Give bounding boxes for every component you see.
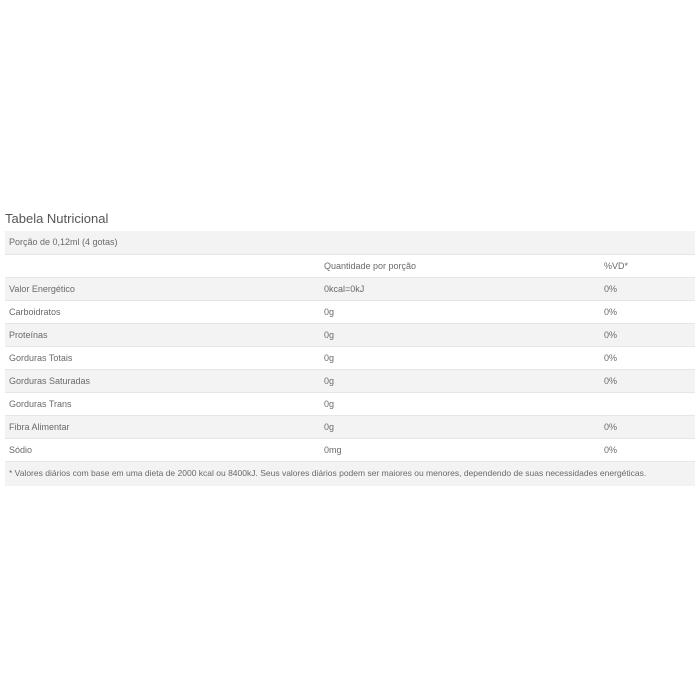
nutrient-name: Gorduras Saturadas xyxy=(9,376,91,386)
nutrient-name: Proteínas xyxy=(9,330,48,340)
portion-row xyxy=(5,231,695,254)
table-row xyxy=(5,346,695,369)
header-quantity: Quantidade por porção xyxy=(324,261,417,271)
nutrient-name: Fibra Alimentar xyxy=(9,422,70,432)
nutrient-quantity: 0g xyxy=(324,422,335,432)
nutrient-vd: 0% xyxy=(604,445,618,455)
nutrient-quantity: 0kcal=0kJ xyxy=(324,284,365,294)
table-row xyxy=(5,300,695,323)
header-vd: %VD* xyxy=(604,261,629,271)
nutrient-quantity: 0g xyxy=(324,353,335,363)
header-row xyxy=(5,254,695,277)
nutrient-vd: 0% xyxy=(604,284,618,294)
nutrient-vd: 0% xyxy=(604,422,618,432)
nutrient-name: Gorduras Trans xyxy=(9,399,72,409)
nutrient-name: Carboidratos xyxy=(9,307,61,317)
portion-text: Porção de 0,12ml (4 gotas) xyxy=(9,237,118,247)
table-title: Tabela Nutricional xyxy=(5,211,109,226)
nutrient-quantity: 0g xyxy=(324,307,335,317)
table-row xyxy=(5,369,695,392)
nutrient-quantity: 0g xyxy=(324,376,335,386)
table-row xyxy=(5,277,695,300)
nutrient-name: Gorduras Totais xyxy=(9,353,73,363)
nutrient-name: Sódio xyxy=(9,445,33,455)
nutrient-name: Valor Energético xyxy=(9,284,75,294)
nutrient-vd: 0% xyxy=(604,307,618,317)
nutrient-vd: 0% xyxy=(604,353,618,363)
nutrient-vd: 0% xyxy=(604,330,618,340)
nutrient-quantity: 0mg xyxy=(324,445,342,455)
nutrient-quantity: 0g xyxy=(324,399,335,409)
table-row xyxy=(5,415,695,438)
table-row xyxy=(5,323,695,346)
footnote: * Valores diários com base em uma dieta de 2000 kcal ou 8400kJ. Seus valores diários podem ser maiores ou menores, dependendo de suas necessidades energéticas. xyxy=(5,461,695,486)
table-row xyxy=(5,392,695,415)
nutrition-table xyxy=(5,208,695,486)
nutrient-quantity: 0g xyxy=(324,330,335,340)
nutrient-vd: 0% xyxy=(604,376,618,386)
table-row xyxy=(5,438,695,461)
